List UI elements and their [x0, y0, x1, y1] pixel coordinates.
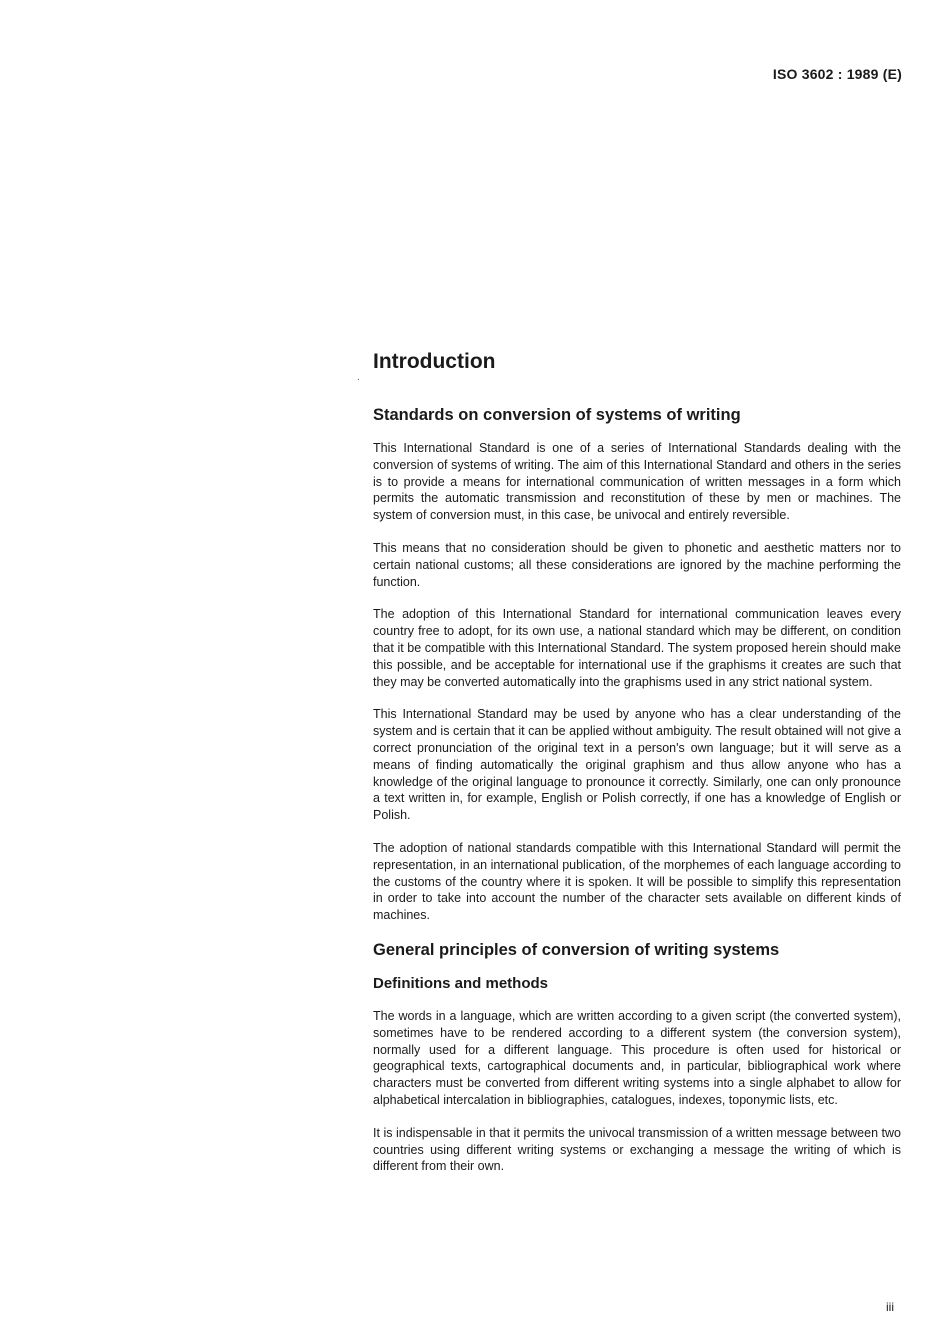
document-reference: ISO 3602 : 1989 (E) [772, 66, 902, 82]
page-title: Introduction [373, 350, 496, 373]
paragraph: This International Standard may be used by anyone who has a clear understanding of the system and is certain that it can be applied without ambiguity. The result obtained will not give a correct pronunciation of the original text in a person's own language; but it will serve as a means of finding automatically the original graphism and thus allow anyone who has a knowledge of the original language to pronounce it correctly. Similarly, one can only pronounce a text written in, for example, English or Polish correctly, if one has a knowledge of English or Polish. [373, 707, 901, 823]
subsection-heading-definitions: Definitions and methods [373, 974, 549, 992]
scan-mark: . [357, 372, 360, 383]
paragraph: The adoption of this International Standard for international communication leaves every country free to adopt, for its own use, a national standard which may be different, on condition that it be compatible with this International Standard. The system proposed herein should make this possible, and be acceptable for international use if the graphisms it creates are such that they may be converted automatically into the graphisms used in any strict national system. [373, 607, 901, 689]
main-content [373, 349, 901, 1191]
paragraph: It is indispensable in that it permits the univocal transmission of a written message between two countries using different writing systems or exchanging a message the writing of which is different from their own. [373, 1125, 901, 1174]
paragraph: The adoption of national standards compatible with this International Standard will permit the representation, in an international publication, of the morphemes of each language according to the customs of the country where it is spoken. It will be possible to simplify this representation in order to take into account the number of the character sets available on different kinds of machines. [373, 840, 901, 923]
section-heading-standards: Standards on conversion of systems of writing [373, 406, 741, 424]
paragraph: This International Standard is one of a series of International Standards dealing with the conversion of systems of writing. The aim of this International Standard and others in the series is to provide a means for international communication of written messages in a form which permits the automatic transmission and reconstitution of these by men or machines. The system of conversion must, in this case, be univocal and entirely reversible. [373, 441, 901, 523]
paragraph: The words in a language, which are written according to a given script (the converted system), sometimes have to be rendered according to a different system (the conversion system), normally used for a different language. This procedure is often used for historical or geographical texts, cartographical documents and, in particular, bibliographical work where characters must be converted from different writing systems into a single alphabet to allow for alphabetical intercalation in bibliographies, catalogues, indexes, toponymic lists, etc. [373, 1008, 901, 1107]
paragraph: This means that no consideration should be given to phonetic and aesthetic matters nor to certain national customs; all these considerations are ignored by the machine performing the function. [373, 540, 901, 589]
page-number: iii [886, 1300, 894, 1314]
section-heading-general-principles: General principles of conversion of writing systems [373, 940, 780, 959]
